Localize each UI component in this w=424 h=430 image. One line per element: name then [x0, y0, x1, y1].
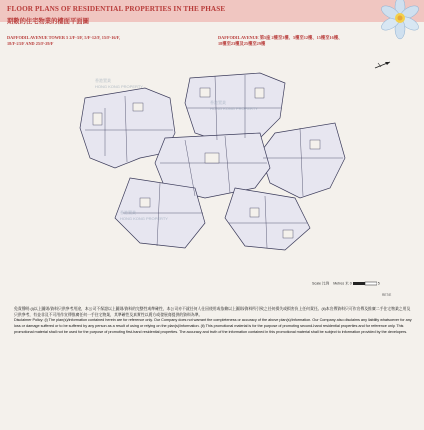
tower-floors-en-line2: 18/F-23/F AND 25/F-29/F: [7, 41, 54, 46]
scale-tick-0: 0: [349, 281, 352, 286]
watermark: [210, 100, 258, 111]
watermark-en: HONG KONG PROPERTY: [95, 84, 143, 89]
north-arrow-icon: [373, 60, 393, 70]
page-title-chinese: 期數的住宅物業的樓面平面圖: [7, 18, 89, 25]
tower-floors-en-line1: DAFFODIL AVENUE TOWER 5 2/F-3/F, 5/F-12/F, 15/F-16/F,: [7, 35, 121, 40]
scale-bar-graphic: [353, 281, 377, 286]
watermark-zh: 香港置業: [95, 78, 111, 83]
disclaimer-chinese: 免責聲明:(i)以上圖則/資料只供參考用途，本公司不保證以上圖則/資料的完整性或準確性，本公司亦不就任何人仕因使用或依賴以上圖則/資料所引致之任何損失或損害負上任何責任。(ii)本宣傳資料只可作宣傳及推廣二手住宅物業之用及只供參考，有並非及不可用作宣傳推廣任何一手住宅物業，其準確性及真實性以賣方或發展商提供的資料為準。: [14, 307, 411, 317]
scale-tick-5: 5: [377, 281, 380, 286]
watermark: [120, 210, 168, 221]
scale-label: Scale 比例: [312, 281, 330, 286]
floor-plan-drawing: [45, 58, 365, 254]
flower-illustration: [360, 0, 424, 48]
tower-floors-en: [7, 35, 120, 47]
watermark-en: HONG KONG PROPERTY: [210, 106, 258, 111]
disclaimer: [14, 307, 412, 336]
tower-floors-zh: [218, 35, 342, 47]
scale-metres: Metres 米: [333, 281, 349, 286]
tower-floors-zh-line1: DAFFODIL AVENUE 第5座 2樓至3樓、5樓至12樓、15樓至16樓、: [218, 35, 343, 40]
watermark-zh: 香港置業: [120, 210, 136, 215]
tower-floors-zh-line2: 18樓至23樓及25樓至29樓: [218, 41, 266, 46]
watermark: [95, 78, 143, 89]
page-title: FLOOR PLANS OF RESIDENTIAL PROPERTIES IN THE PHASE: [7, 5, 226, 13]
watermark-zh: 香港置業: [210, 100, 226, 105]
scale-bar: [312, 281, 380, 286]
reference-code: RE7/E: [382, 293, 392, 297]
disclaimer-english: Disclaimer Policy: (i) The plan(s)/information contained herein are for reference only. Our Company does not warrant the completeness or accuracy of the above plan(s)/information. Our Company also disclaims any liability whatsoever for any loss or damage suffered or to be suffered by any person as a result of using or relying on the plan(s)/information. (ii) This promotional material is for the purpose of promoting second-hand residential properties and for reference only. This promotional material shall not be used for the purpose of promoting first-hand residential properties. The accuracy and truth of the information contained in this promotional material shall be subject to information provided by the developers.: [14, 318, 412, 334]
watermark-en: HONG KONG PROPERTY: [120, 216, 168, 221]
